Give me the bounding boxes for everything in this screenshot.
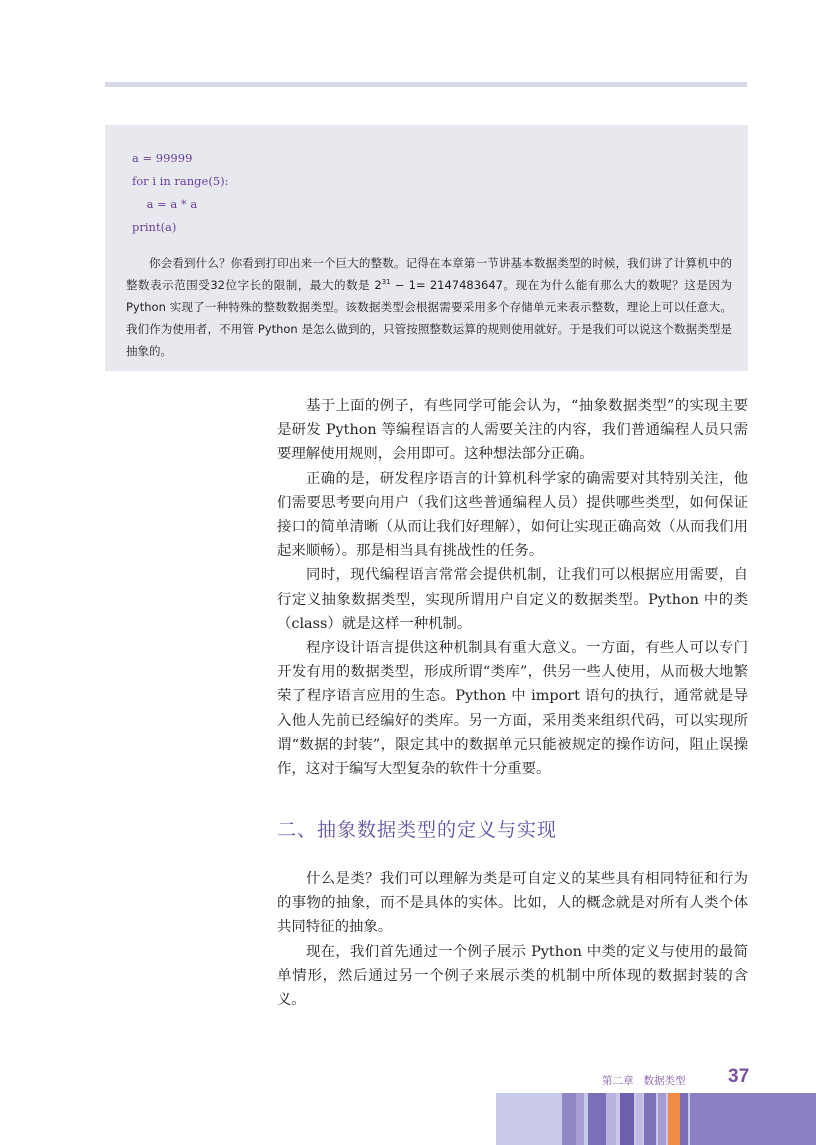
chapter-number: 第二章 [602, 1075, 634, 1087]
code-line-2: for i in range(5): [132, 174, 229, 188]
page-number: 37 [728, 1066, 750, 1087]
paragraph: 正确的是，研发程序语言的计算机科学家的确需要对其特别关注，他们需要思考要向用户（我们这些普通编程人员）提供哪些类型，如何保证接口的简单清晰（从而让我们好理解），如何让实现正确高效（从而我们用起来顺畅）。那是相当具有挑战性的任务。 [277, 470, 748, 560]
paragraph: 基于上面的例子，有些同学可能会认为，“抽象数据类型”的实现主要是研发 Python 等编程语言的人需要关注的内容，我们普通编程人员只需要理解使用规则，会用即可。这种想法部分正确。 [277, 398, 748, 463]
header-rule [105, 82, 747, 87]
code-line-1: a = 99999 [132, 151, 193, 165]
code-line-3: a = a * a [132, 197, 198, 211]
explanation-text-a: 你会看到什么？你看到打印出来一个巨大的整数。记得在本章第一节讲基本数据类型的时候，我们讲了计算机中的整数表示范围受32位字长的限制，最大的数是 2 [126, 256, 732, 292]
section-heading: 二、抽象数据类型的定义与实现 [277, 819, 558, 841]
exponent: 31 [381, 278, 391, 287]
paragraph: 同时，现代编程语言常常会提供机制，让我们可以根据应用需要，自行定义抽象数据类型，实现所谓用户自定义的数据类型。Python 中的类（class）就是这样一种机制。 [277, 567, 748, 632]
code-line-4: print(a) [132, 220, 177, 234]
body-text-section-2 [277, 867, 748, 1012]
paragraph: 程序设计语言提供这种机制具有重大意义。一方面，有些人可以专门开发有用的数据类型，形成所谓“类库”，供另一些人使用，从而极大地繁荣了程序语言应用的生态。Python 中 import 语句的执行，通常就是导入他人先前已经编好的类库。另一方面，采用类来组织代码，可以实现所谓“数据的封装”，限定其中的数据单元只能被规定的操作访问，阻止误操作，这对于编写大型复杂的软件十分重要。 [277, 640, 748, 778]
paragraph: 现在，我们首先通过一个例子展示 Python 中类的定义与使用的最简单情形，然后通过另一个例子来展示类的机制中所体现的数据封装的含义。 [277, 943, 748, 1009]
body-text-section-1 [277, 394, 748, 781]
code-explanation [126, 252, 732, 362]
explanation-text-b: − 1= 2147483647。现在为什么能有那么大的数呢？这是因为 Python 实现了一种特殊的整数数据类型。该数据类型会根据需要采用多个存储单元来表示整数，理论上可以任意大。我们作为使用者，不用管 Python 是怎么做到的，只管按照整数运算的规则使用就好。于是我们可以说这个数据类型是抽象的。 [126, 278, 732, 358]
decorative-stripes [0, 1093, 816, 1145]
footer-chapter [602, 1073, 686, 1088]
paragraph: 什么是类？我们可以理解为类是可自定义的某些具有相同特征和行为的事物的抽象，而不是具体的实体。比如，人的概念就是对所有人类个体共同特征的抽象。 [277, 871, 748, 936]
chapter-title: 数据类型 [643, 1075, 686, 1087]
